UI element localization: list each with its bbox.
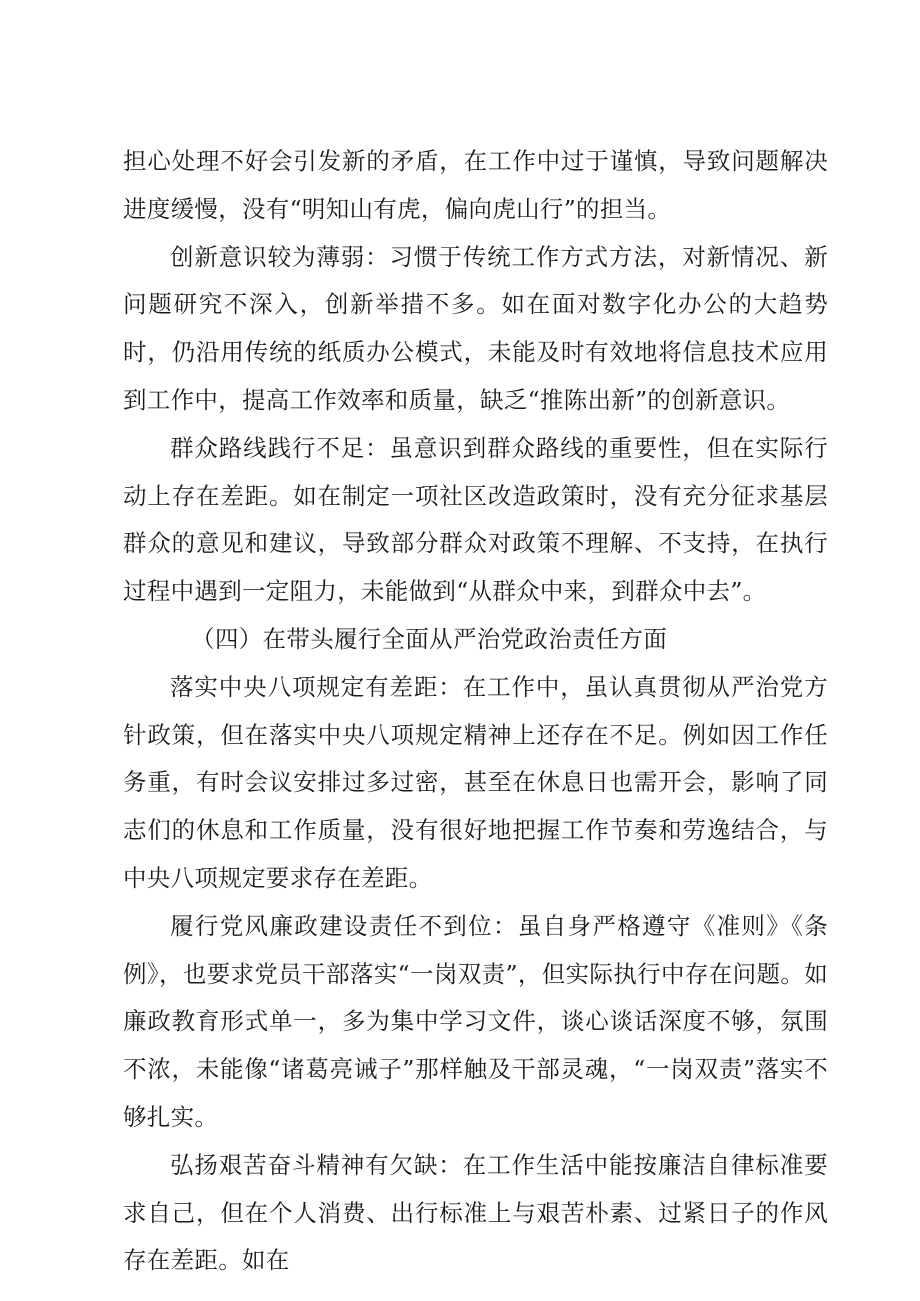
paragraph-innovation-awareness: 创新意识较为薄弱：习惯于传统工作方式方法，对新情况、新问题研究不深入，创新举措不多。如在面对数字化办公的大趋势时，仍沿用传统的纸质办公模式，未能及时有效地将信息技术应用到工作中，提高工作效率和质量，缺乏“推陈出新”的创新意识。 [123, 242, 828, 414]
paragraph-hard-work-spirit: 弘扬艰苦奋斗精神有欠缺：在工作生活中能按廉洁自律标准要求自己，但在个人消费、出行标准上与艰苦朴素、过紧日子的作风存在差距。如在 [123, 1150, 828, 1275]
paragraph-continuation: 担心处理不好会引发新的矛盾，在工作中过于谨慎，导致问题解决进度缓慢，没有“明知山有虎，偏向虎山行”的担当。 [123, 147, 828, 223]
paragraph-mass-line: 群众路线践行不足：虽意识到群众路线的重要性，但在实际行动上存在差距。如在制定一项社区改造政策时，没有充分征求基层群众的意见和建议，导致部分群众对政策不理解、不支持，在执行过程中遇到一定阻力，未能做到“从群众中来，到群众中去”。 [123, 433, 828, 606]
document-body [123, 138, 828, 1285]
paragraph-eight-regulations: 落实中央八项规定有差距：在工作中，虽认真贯彻从严治党方针政策，但在落实中央八项规定精神上还存在不足。例如因工作任务重，有时会议安排过多过密，甚至在休息日也需开会，影响了同志们的休息和工作质量，没有很好地把握工作节奏和劳逸结合，与中央八项规定要求存在差距。 [123, 672, 828, 892]
section-heading: （四）在带头履行全面从严治党政治责任方面 [191, 624, 668, 653]
paragraph-integrity-responsibility: 履行党风廉政建设责任不到位：虽自身严格遵守《准则》《条例》，也要求党员干部落实“一岗双责”，但实际执行中存在问题。如廉政教育形式单一，多为集中学习文件，谈心谈话深度不够，氛围不浓，未能像“诸葛亮诫子”那样触及干部灵魂，“一岗双责”落实不够扎实。 [123, 911, 828, 1131]
